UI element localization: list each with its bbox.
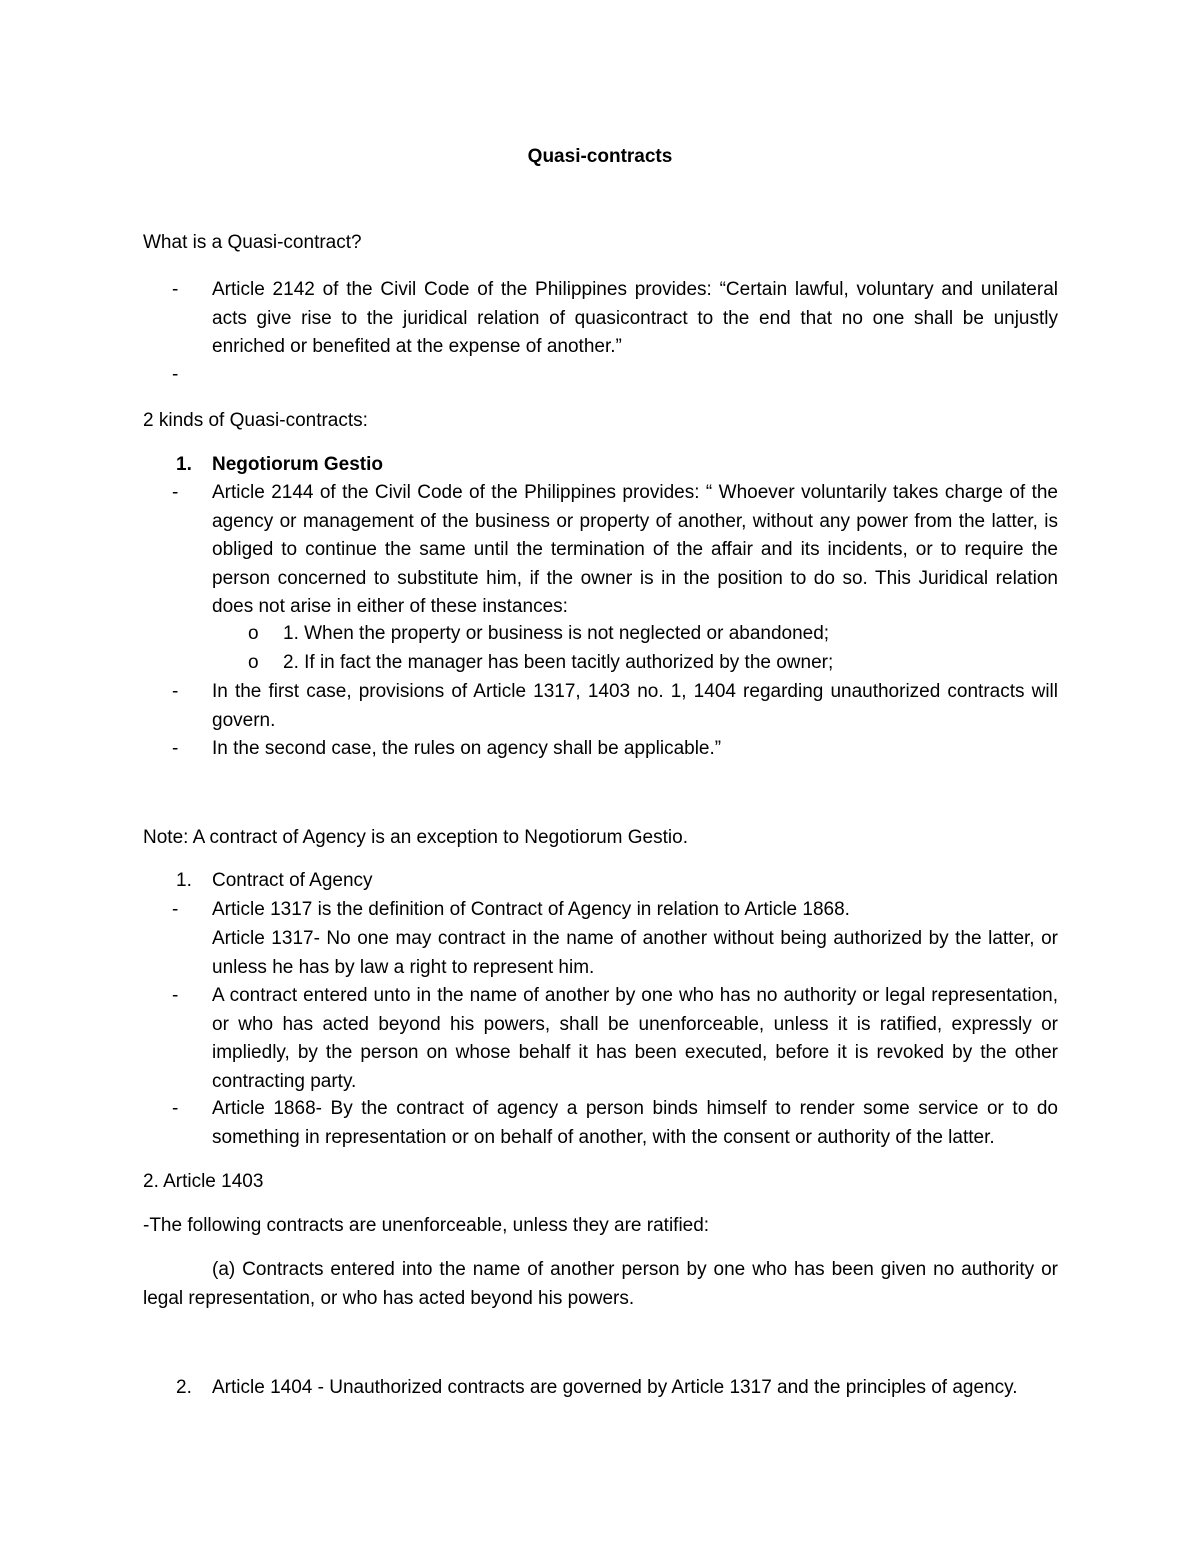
sub-bullet: o (248, 623, 259, 644)
kinds-heading: 2 kinds of Quasi-contracts: (143, 410, 368, 431)
article-2142-paragraph: Article 2142 of the Civil Code of the Philippines provides: “Certain lawful, voluntary and unilateral acts give rise to the juridical relation of quasicontract to the end that no one shall be unjustly enriched or benefited at the expense of another.” (212, 279, 1058, 357)
instance-1: 1. When the property or business is not neglected or abandoned; (283, 623, 830, 644)
article-1403-heading: 2. Article 1403 (143, 1171, 264, 1192)
note-text: Note: A contract of Agency is an exception to Negotiorum Gestio. (143, 827, 688, 848)
list-dash: - (172, 279, 179, 300)
negotiorum-gestio-heading: Negotiorum Gestio (212, 454, 384, 475)
list-dash: - (172, 899, 179, 920)
list-dash-empty: - (172, 364, 179, 385)
list-dash: - (172, 985, 179, 1006)
sub-bullet: o (248, 652, 259, 673)
question-heading: What is a Quasi-contract? (143, 232, 362, 253)
list-dash: - (172, 681, 179, 702)
first-case-paragraph: In the first case, provisions of Article 1317, 1403 no. 1, 1404 regarding unauthorized contracts will govern. (212, 681, 1058, 731)
contract-of-agency-heading: Contract of Agency (212, 870, 373, 891)
second-case-paragraph: In the second case, the rules on agency shall be applicable.” (212, 738, 722, 759)
article-1403-intro: -The following contracts are unenforceable, unless they are ratified: (143, 1215, 710, 1236)
unenforceable-contract-paragraph: A contract entered unto in the name of another by one who has no authority or legal representation, or who has acted beyond his powers, shall be unenforceable, unless it is ratified, expressly or impliedly, by the person on whose behalf it has been executed, before it is revoked by the other contracting party. (212, 985, 1058, 1092)
article-1404-text: Article 1404 - Unauthorized contracts are governed by Article 1317 and the principles of agency. (212, 1377, 1018, 1398)
article-1317-definition: Article 1317 is the definition of Contract of Agency in relation to Article 1868. (212, 899, 850, 920)
article-1403-item-a: (a) Contracts entered into the name of another person by one who has been given no authority or legal representation, or who has acted beyond his powers. (143, 1259, 1058, 1309)
list-number: 2. (176, 1377, 192, 1398)
article-1868-paragraph: Article 1868- By the contract of agency a person binds himself to render some service or to do something in representation or on behalf of another, with the consent or authority of the latter. (212, 1098, 1058, 1148)
document-title: Quasi-contracts (527, 146, 673, 167)
list-number: 1. (176, 870, 192, 891)
list-dash: - (172, 738, 179, 759)
article-1317-text: Article 1317- No one may contract in the name of another without being authorized by the latter, or unless he has by law a right to represent him. (212, 928, 1058, 978)
list-number: 1. (176, 454, 192, 475)
list-dash: - (172, 482, 179, 503)
article-2144-paragraph: Article 2144 of the Civil Code of the Philippines provides: “ Whoever voluntarily takes charge of the agency or management of the business or property of another, without any power from the latter, is obliged to continue the same until the termination of the affair and its incidents, or to require the person concerned to substitute him, if the owner is in the position to do so. This Juridical relation does not arise in either of these instances: (212, 482, 1058, 617)
instance-2: 2. If in fact the manager has been tacitly authorized by the owner; (283, 652, 834, 673)
list-dash: - (172, 1098, 179, 1119)
